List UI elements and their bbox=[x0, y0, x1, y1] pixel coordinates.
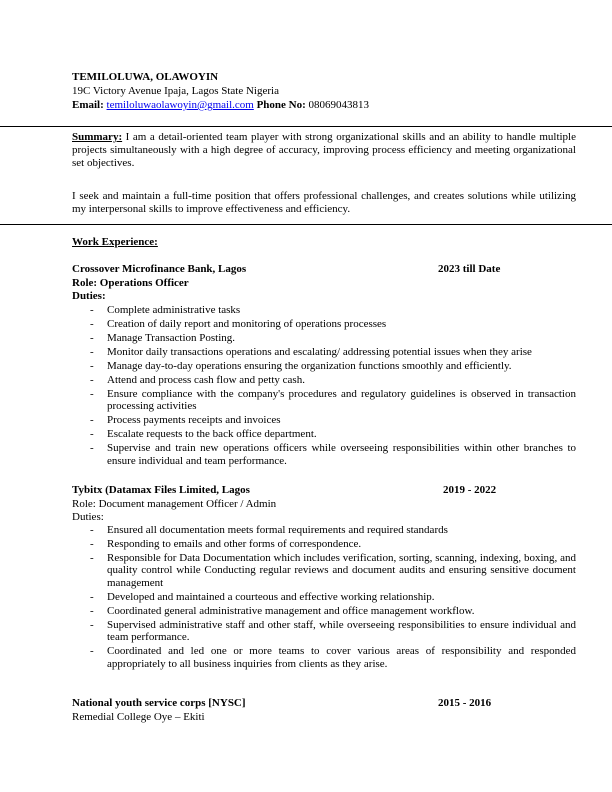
address: 19C Victory Avenue Ipaja, Lagos State Nigeria bbox=[72, 85, 279, 97]
job-dates: 2023 till Date bbox=[438, 263, 501, 275]
duty-item: - Supervise and train new operations officers while overseeing responsibilities within other branches to ensure individual and team performance. bbox=[90, 442, 576, 467]
duty-item: - Manage day-to-day operations ensuring the organization functions smoothly and efficiently. bbox=[90, 360, 576, 372]
job-dates: 2015 - 2016 bbox=[438, 697, 492, 709]
summary-paragraph bbox=[72, 131, 576, 170]
duties-label: Duties: bbox=[72, 511, 104, 523]
divider-bottom bbox=[0, 224, 612, 225]
duty-item: - Supervised administrative staff and other staff, while overseeing responsibilities to ensure individual and team performance. bbox=[90, 619, 576, 644]
duties-label: Duties: bbox=[72, 290, 106, 302]
summary-text: I am a detail-oriented team player with strong organizational skills and an ability to handle multiple projects simultaneously with a high degree of accuracy, improving process efficiency and meeting organizational set objectives. bbox=[72, 131, 576, 169]
duty-item: - Monitor daily transactions operations and escalating/ addressing potential issues when they arise bbox=[90, 346, 576, 358]
duty-item: - Manage Transaction Posting. bbox=[90, 332, 576, 344]
divider-top bbox=[0, 126, 612, 127]
phone-number: 08069043813 bbox=[308, 99, 370, 111]
duty-item: - Process payments receipts and invoices bbox=[90, 414, 576, 426]
work-heading-text: Work Experience: bbox=[72, 236, 158, 248]
job-dates: 2019 - 2022 bbox=[443, 484, 497, 496]
duty-item: - Ensured all documentation meets formal requirements and required standards bbox=[90, 524, 576, 536]
email-label: Email: bbox=[72, 99, 104, 111]
duties-list bbox=[90, 524, 576, 672]
contact-header bbox=[72, 70, 552, 112]
duty-item: - Creation of daily report and monitoring of operations processes bbox=[90, 318, 576, 330]
job-company: Tybitx (Datamax Files Limited, Lagos bbox=[72, 484, 250, 496]
phone-label: Phone No: bbox=[256, 99, 306, 111]
job-role: Role: Operations Officer bbox=[72, 277, 189, 289]
duty-item: - Attend and process cash flow and petty cash. bbox=[90, 374, 576, 386]
duties-list bbox=[90, 304, 576, 469]
job-role: Role: Document management Officer / Admin bbox=[72, 498, 277, 510]
job-location: Remedial College Oye – Ekiti bbox=[72, 711, 205, 723]
summary-label: Summary: bbox=[72, 131, 123, 143]
email-link[interactable]: temiloluwaolawoyin@gmail.com bbox=[106, 99, 254, 111]
duty-item: - Coordinated general administrative management and office management workflow. bbox=[90, 605, 576, 617]
job-company: Crossover Microfinance Bank, Lagos bbox=[72, 263, 247, 275]
candidate-name: TEMILOLUWA, OLAWOYIN bbox=[72, 71, 219, 83]
contact-line bbox=[72, 98, 552, 112]
job-company: National youth service corps [NYSC] bbox=[72, 697, 246, 709]
duty-item: - Responsible for Data Documentation which includes verification, sorting, scanning, indexing, boxing, and quality control while Conducting regular reviews and document audits and ensuring sensitive document management bbox=[90, 552, 576, 589]
duty-item: - Ensure compliance with the company's procedures and regulatory guidelines is observed in transaction processing activities bbox=[90, 388, 576, 413]
duty-item: - Complete administrative tasks bbox=[90, 304, 576, 316]
duty-item: - Escalate requests to the back office department. bbox=[90, 428, 576, 440]
objective-paragraph bbox=[72, 190, 576, 216]
work-heading bbox=[72, 236, 158, 249]
duty-item: - Responding to emails and other forms of correspondence. bbox=[90, 538, 576, 550]
duty-item: - Developed and maintained a courteous and effective working relationship. bbox=[90, 591, 576, 603]
objective-text: I seek and maintain a full-time position that offers professional challenges, and creates solutions while utilizing my interpersonal skills to improve effectiveness and efficiency. bbox=[72, 190, 576, 215]
duty-item: - Coordinated and led one or more teams to cover various areas of responsibility and responded appropriately to all business inquiries from clients as they arise. bbox=[90, 645, 576, 670]
